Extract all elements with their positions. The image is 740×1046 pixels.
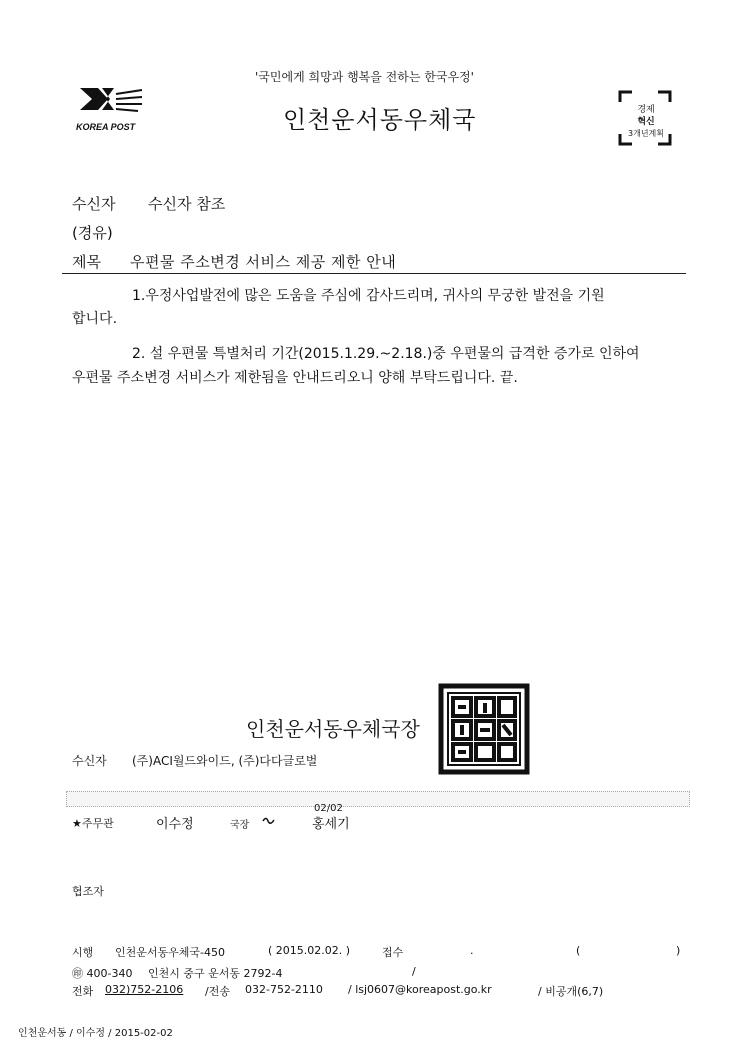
badge-line-1: 경제: [637, 105, 655, 115]
enforce-value: 인천운서동우체국-450: [115, 946, 225, 959]
body-paragraph-2-line-2: 우편물 주소변경 서비스가 제한됨을 안내드리오니 양해 부탁드립니다. 끝.: [72, 370, 518, 386]
disclosure: / 비공개(6,7): [538, 985, 604, 998]
economic-innovation-badge: [628, 104, 664, 140]
body-paragraph-1-line-1: 1.우정사업발전에 많은 도움을 주심에 감사드리며, 귀사의 무궁한 발전을 기원: [132, 288, 605, 304]
via-label: (경유): [72, 224, 113, 242]
drafter-name: 이수정: [156, 817, 194, 832]
approval-date: 02/02: [314, 803, 343, 814]
subject-label: 제목: [72, 253, 101, 271]
cooperation-label: 협조자: [72, 885, 104, 898]
fax-number: 032-752-2110: [245, 983, 323, 996]
drafter-label: ★주무관: [72, 817, 114, 830]
email[interactable]: / lsj0607@koreapost.go.kr: [348, 983, 492, 996]
official-seal: [438, 683, 530, 775]
badge-line-2: 혁신: [637, 117, 655, 127]
receive-dot: .: [470, 944, 474, 957]
badge-line-3: 3개년계획: [628, 129, 665, 138]
enforce-label: 시행: [72, 946, 94, 959]
signature-mark-icon: [262, 815, 276, 827]
subject-divider: [62, 273, 686, 274]
address: 인천시 중구 운서동 2792-4: [148, 967, 283, 980]
fax-label: /전송: [205, 985, 230, 998]
recipient-value: 수신자 참조: [148, 195, 226, 213]
slogan: '국민에게 희망과 행복을 전하는 한국우정': [255, 70, 474, 84]
head-label: 국장: [230, 820, 250, 831]
phone-number[interactable]: 032)752-2106: [105, 983, 184, 996]
phone-label: 전화: [72, 985, 94, 998]
korea-post-logo: [78, 84, 144, 120]
subject-value: 우편물 주소변경 서비스 제공 제한 안내: [130, 253, 397, 271]
receive-close: ): [676, 944, 681, 957]
cc-label: 수신자: [72, 754, 107, 768]
head-name: 홍세기: [312, 817, 350, 832]
brand-name: KOREA POST: [76, 122, 136, 132]
receive-label: 접수: [382, 946, 404, 959]
office-title: 인천운서동우체국: [283, 106, 477, 134]
approval-line-bar: [66, 791, 690, 807]
issuer-name: 인천운서동우체국장: [246, 717, 420, 741]
body-paragraph-1-line-2: 합니다.: [72, 311, 118, 327]
address-slash: /: [412, 965, 416, 978]
receive-open: (: [576, 944, 581, 957]
bottom-stamp: 인천운서동 / 이수정 / 2015-02-02: [18, 1028, 173, 1039]
postal-code: ㊞ 400-340: [72, 967, 133, 980]
recipient-label: 수신자: [72, 195, 116, 213]
enforce-date: ( 2015.02.02. ): [268, 944, 351, 957]
cc-value: (주)ACI월드와이드, (주)다다글로벌: [132, 754, 318, 768]
body-paragraph-2-line-1: 2. 설 우편물 특별처리 기간(2015.1.29.~2.18.)중 우편물의 급격한 증가로 인하여: [132, 346, 640, 362]
